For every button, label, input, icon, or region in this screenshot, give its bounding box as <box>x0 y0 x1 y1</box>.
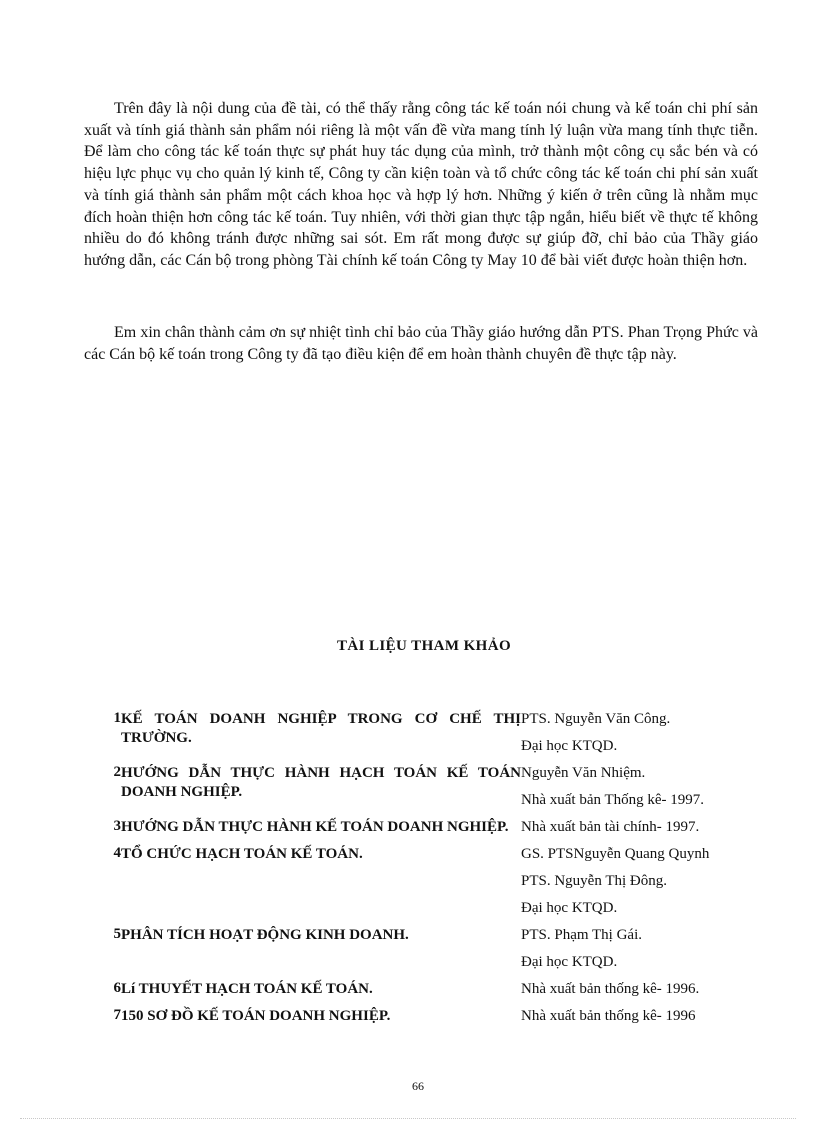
reference-number: 6 <box>113 980 121 996</box>
reference-source-line: PTS. Nguyễn Văn Công. <box>521 711 671 727</box>
reference-title: PHÂN TÍCH HOẠT ĐỘNG KINH DOANH. <box>121 927 409 943</box>
reference-source-line: PTS. Phạm Thị Gái. <box>521 927 642 943</box>
reference-source <box>521 845 746 926</box>
reference-source-line: Đại học KTQD. <box>521 738 618 754</box>
reference-number: 1 <box>113 710 121 726</box>
reference-source-line: Nhà xuất bản thống kê- 1996. <box>521 981 700 997</box>
reference-row <box>96 980 746 1007</box>
reference-number: 4 <box>113 845 121 861</box>
reference-title: HƯỚNG DẪN THỰC HÀNH KẾ TOÁN DOANH NGHIỆP. <box>121 819 509 835</box>
reference-row <box>96 845 746 926</box>
references-table <box>96 710 746 1034</box>
reference-source <box>521 926 746 980</box>
reference-row <box>96 1007 746 1034</box>
reference-source-line: Nhà xuất bản thống kê- 1996 <box>521 1008 696 1024</box>
reference-title: 150 SƠ ĐỒ KẾ TOÁN DOANH NGHIỆP. <box>121 1008 391 1024</box>
references-list <box>96 710 746 1034</box>
references-heading: TÀI LIỆU THAM KHẢO <box>336 638 512 654</box>
reference-number: 7 <box>113 1007 121 1023</box>
reference-source <box>521 818 746 845</box>
reference-source-line: GS. PTSNguyễn Quang Quynh <box>521 846 710 862</box>
page-number: 66 <box>412 1079 424 1093</box>
reference-row <box>96 710 746 764</box>
page-bottom-divider <box>20 1118 796 1119</box>
reference-source-line: Đại học KTQD. <box>521 954 618 970</box>
reference-row <box>96 764 746 818</box>
reference-number: 2 <box>113 764 121 780</box>
conclusion-paragraph: Trên đây là nội dung của đề tài, có thể thấy rằng công tác kế toán nói chung và kế toán chi phí sản xuất và tính giá thành sản phẩm nói riêng là một vấn đề vừa mang tính lý luận vừa mang tính thực tiễn. Để làm cho công tác kế toán thực sự phát huy tác dụng của mình, trở thành một công cụ sắc bén và có hiệu lực phục vụ cho quản lý kinh tế, Công ty cần kiện toàn và tổ chức công tác kế toán chi phí sản xuất và tính giá thành sản phẩm một cách khoa học và hợp lý hơn. Những ý kiến ở trên cũng là nhằm mục đích hoàn thiện hơn công tác kế toán. Tuy nhiên, với thời gian thực tập ngắn, hiểu biết về thực tế không nhiều do đó không tránh được những sai sót. Em rất mong được sự giúp đỡ, chỉ bảo của Thầy giáo hướng dẫn, các Cán bộ trong phòng Tài chính kế toán Công ty May 10 để bài viết được hoàn thiện hơn. <box>84 100 758 269</box>
reference-source <box>521 1007 746 1034</box>
reference-source-line: Đại học KTQD. <box>521 900 618 916</box>
reference-number: 5 <box>113 926 121 942</box>
reference-title: HƯỚNG DẪN THỰC HÀNH HẠCH TOÁN KẾ TOÁN DOANH NGHIỆP. <box>121 765 521 800</box>
reference-source <box>521 710 746 764</box>
reference-source <box>521 980 746 1007</box>
reference-title: TỔ CHỨC HẠCH TOÁN KẾ TOÁN. <box>121 846 363 862</box>
reference-row <box>96 926 746 980</box>
reference-title: KẾ TOÁN DOANH NGHIỆP TRONG CƠ CHẾ THỊ TRƯỜNG. <box>121 711 521 746</box>
reference-number: 3 <box>113 818 121 834</box>
reference-source <box>521 764 746 818</box>
reference-source-line: Nhà xuất bản tài chính- 1997. <box>521 819 700 835</box>
reference-row <box>96 818 746 845</box>
reference-source-line: Nhà xuất bản Thống kê- 1997. <box>521 792 705 808</box>
reference-title: Lí THUYẾT HẠCH TOÁN KẾ TOÁN. <box>121 981 373 997</box>
acknowledgement-paragraph: Em xin chân thành cảm ơn sự nhiệt tình chỉ bảo của Thầy giáo hướng dẫn PTS. Phan Trọng Phức và các Cán bộ kế toán trong Công ty đã tạo điều kiện để em hoàn thành chuyên đề thực tập này. <box>84 324 758 363</box>
reference-source-line: Nguyễn Văn Nhiệm. <box>521 765 646 781</box>
reference-source-line: PTS. Nguyễn Thị Đông. <box>521 873 667 889</box>
